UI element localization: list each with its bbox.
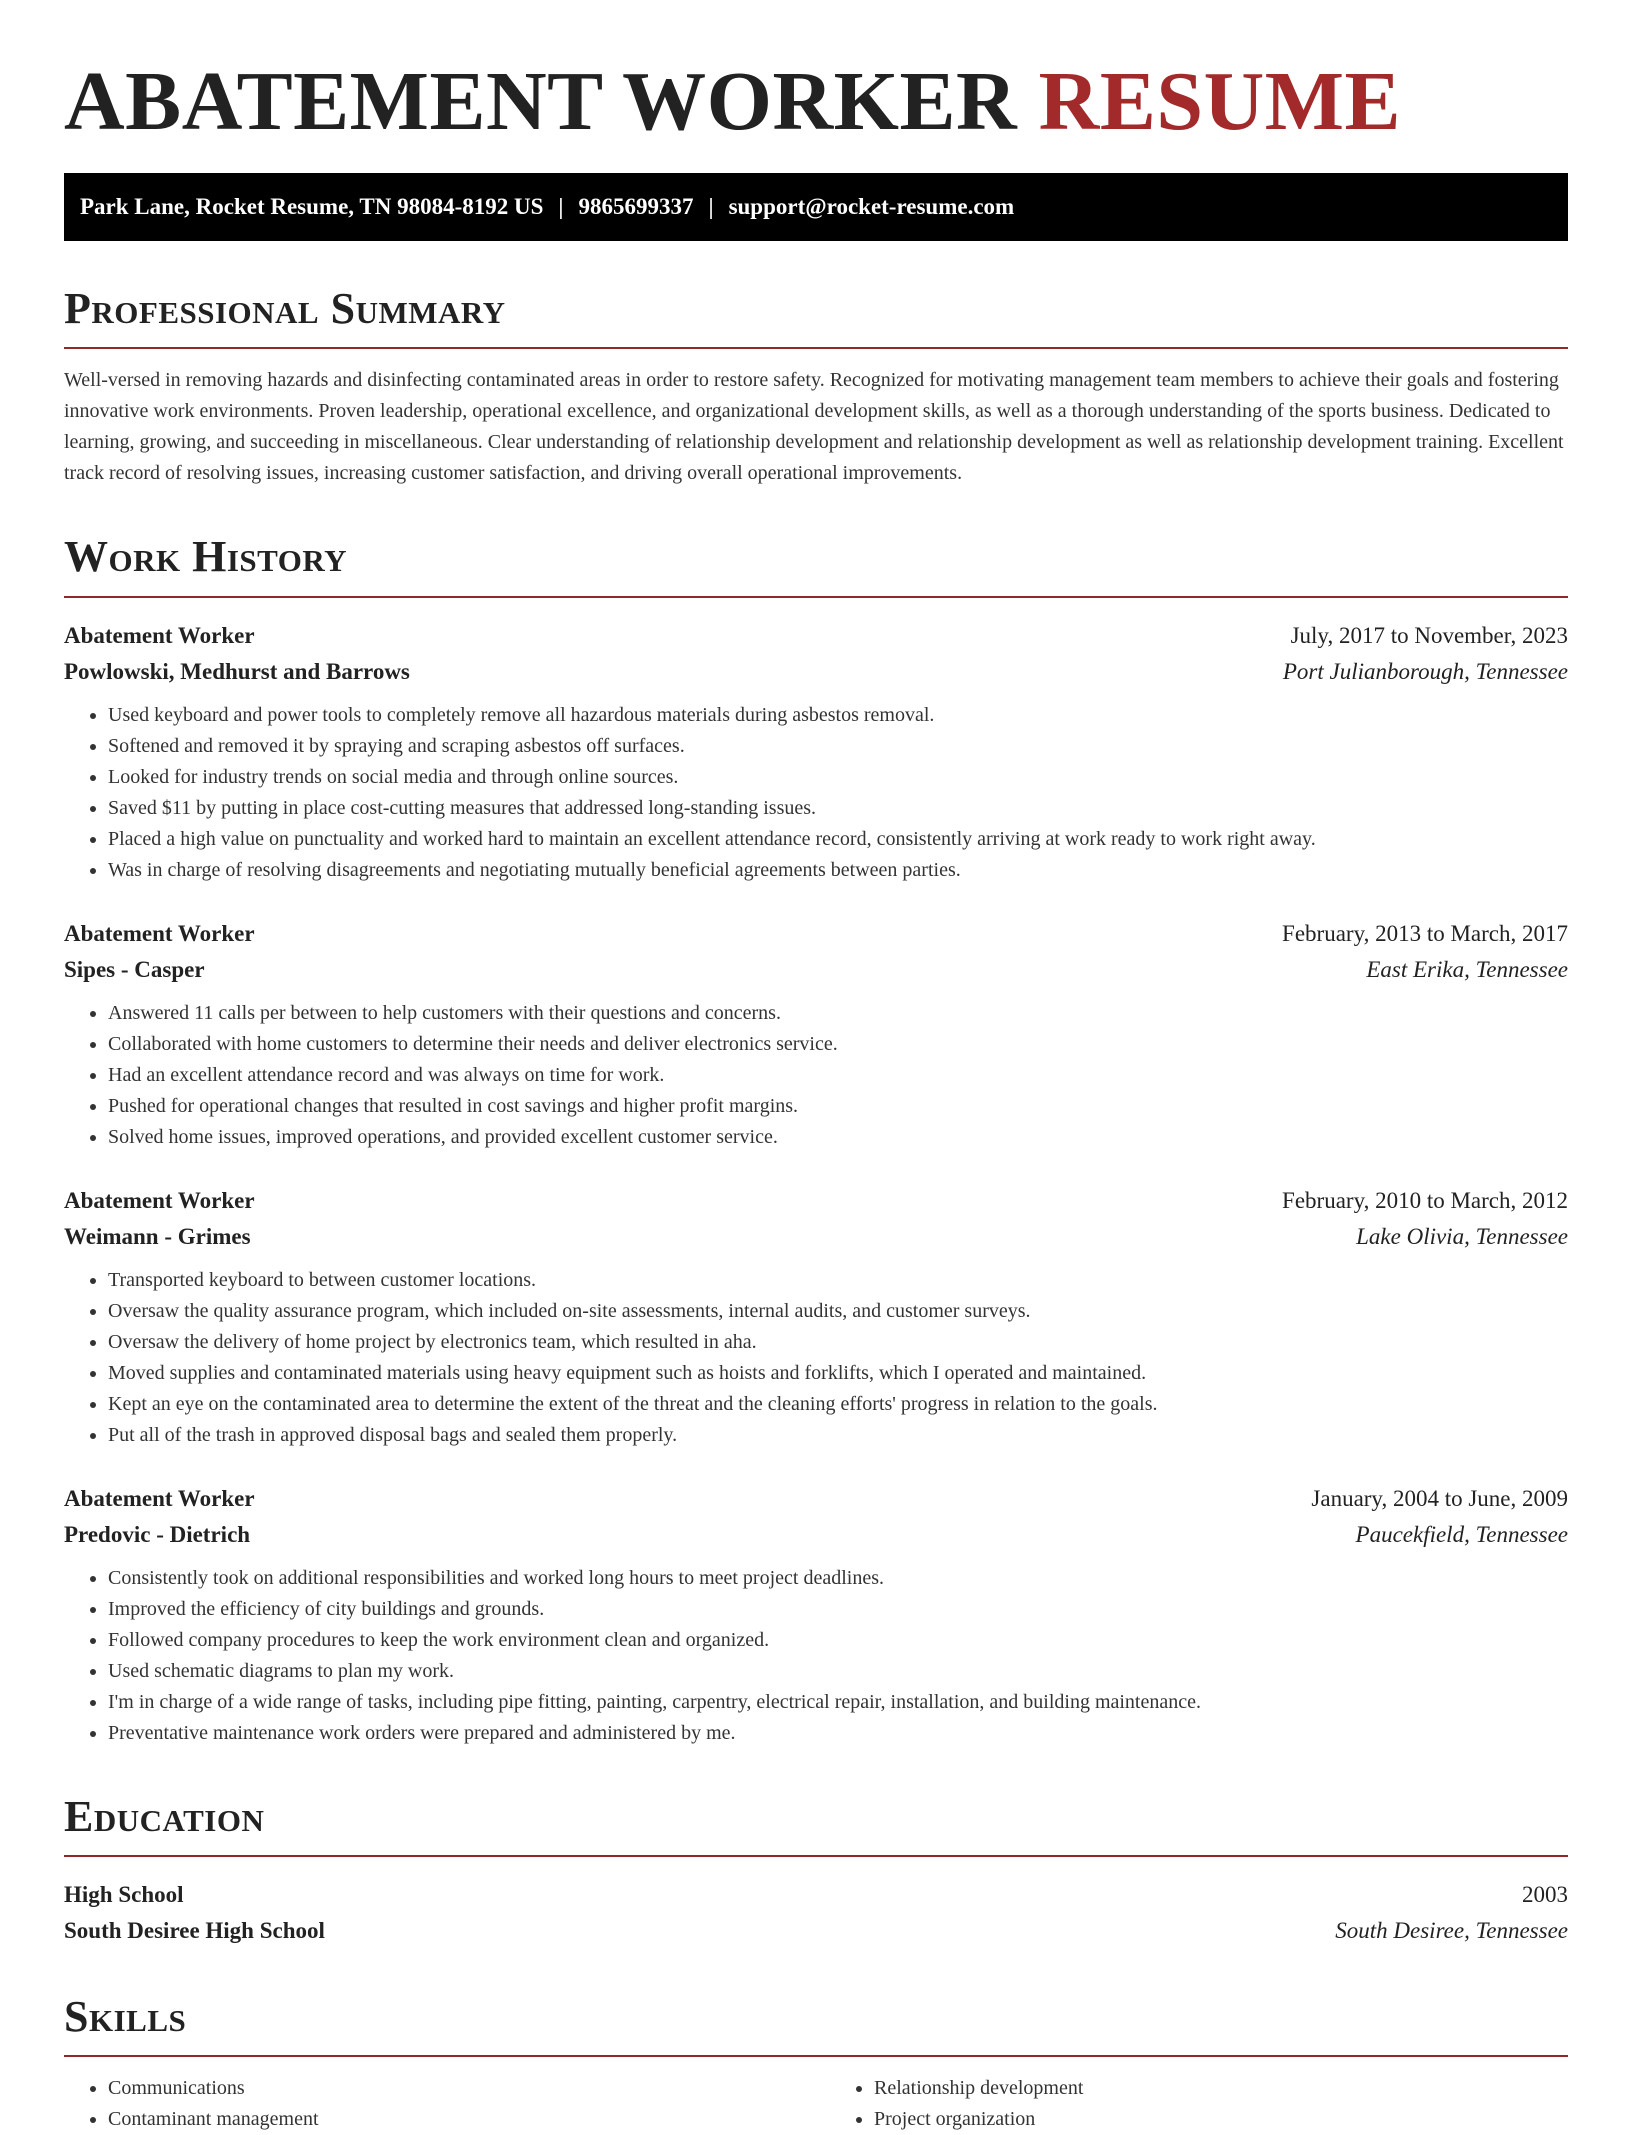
education-section (64, 1793, 1568, 1949)
job-duty: • Used keyboard and power tools to completely remove all hazardous materials during asbestos removal. (108, 700, 1568, 731)
education-degree-row (64, 1877, 1568, 1913)
job-header-row (64, 618, 1568, 654)
job-company: Powlowski, Medhurst and Barrows (64, 658, 410, 684)
education-school-row (64, 1913, 1568, 1949)
skills-grid (64, 2073, 1568, 2135)
job-company: Predovic - Dietrich (64, 1521, 251, 1547)
job-duty: • Transported keyboard to between customer locations. (108, 1265, 1568, 1296)
job-duty: • Improved the efficiency of city buildings and grounds. (108, 1594, 1568, 1625)
job-entry (64, 1183, 1568, 1451)
job-entry (64, 916, 1568, 1153)
job-company-row (64, 1517, 1568, 1553)
job-company-row (64, 952, 1568, 988)
job-duty: • Was in charge of resolving disagreements and negotiating mutually beneficial agreements between parties. (108, 855, 1568, 886)
job-title: Abatement Worker (64, 1485, 255, 1511)
job-duty: • Had an excellent attendance record and was always on time for work. (108, 1060, 1568, 1091)
job-duty: • Moved supplies and contaminated materials using heavy equipment such as hoists and forklifts, which I operated and maintained. (108, 1358, 1568, 1389)
job-duties-list (64, 998, 1568, 1153)
job-duty: • Looked for industry trends on social media and through online sources. (108, 762, 1568, 793)
resume-title (64, 52, 1568, 153)
job-header-row (64, 1183, 1568, 1219)
job-company-row (64, 1219, 1568, 1255)
education-degree: High School (64, 1881, 184, 1907)
job-duty: • Answered 11 calls per between to help customers with their questions and concerns. (108, 998, 1568, 1029)
education-school: South Desiree High School (64, 1917, 325, 1943)
job-location: Lake Olivia, Tennessee (1356, 1223, 1568, 1249)
skill-item: • Relationship development (874, 2073, 1568, 2104)
skills-section (64, 1993, 1568, 2135)
job-location: Port Julianborough, Tennessee (1282, 658, 1568, 684)
contact-email[interactable]: support@rocket-resume.com (728, 193, 1015, 219)
job-entry (64, 1481, 1568, 1749)
job-duties-list (64, 700, 1568, 886)
summary-text: Well-versed in removing hazards and disinfecting contaminated areas in order to restore safety. Recognized for motivating management team members to achieve their goals and fostering innovative work environments. Proven leadership, operational excellence, and organizational development skills, as well as a thorough understanding of the sports business. Dedicated to learning, growing, and succeeding in miscellaneous. Clear understanding of relationship development and relationship development as well as relationship development training. Excellent track record of resolving issues, increasing customer satisfaction, and driving overall operational improvements. (64, 369, 1564, 485)
job-location: East Erika, Tennessee (1366, 956, 1568, 982)
contact-phone[interactable]: 9865699337 (578, 193, 694, 219)
job-duty: • I'm in charge of a wide range of tasks, including pipe fitting, painting, carpentry, electrical repair, installation, and building maintenance. (108, 1687, 1568, 1718)
skills-list-left (64, 2073, 802, 2135)
summary-section (64, 285, 1568, 489)
contact-address: Park Lane, Rocket Resume, TN 98084-8192 US (80, 193, 544, 219)
skill-item: • Project organization (874, 2104, 1568, 2135)
job-title: Abatement Worker (64, 920, 255, 946)
job-duties-list (64, 1563, 1568, 1749)
job-company-row (64, 654, 1568, 690)
job-duty: • Placed a high value on punctuality and worked hard to maintain an excellent attendance record, consistently arriving at work ready to work right away. (108, 824, 1568, 855)
education-location: South Desiree, Tennessee (1335, 1917, 1568, 1943)
job-duty: • Kept an eye on the contaminated area to determine the extent of the threat and the cleaning efforts' progress in relation to the goals. (108, 1389, 1568, 1420)
education-year: 2003 (1522, 1881, 1568, 1907)
job-company: Weimann - Grimes (64, 1223, 251, 1249)
job-duty: • Saved $11 by putting in place cost-cutting measures that addressed long-standing issues. (108, 793, 1568, 824)
job-duty: • Put all of the trash in approved disposal bags and sealed them properly. (108, 1420, 1568, 1451)
job-dates: February, 2010 to March, 2012 (1282, 1187, 1568, 1213)
job-header-row (64, 1481, 1568, 1517)
job-duty: • Used schematic diagrams to plan my work. (108, 1656, 1568, 1687)
job-duty: • Oversaw the delivery of home project by electronics team, which resulted in aha. (108, 1327, 1568, 1358)
job-title: Abatement Worker (64, 622, 255, 648)
job-duties-list (64, 1265, 1568, 1451)
job-location: Paucekfield, Tennessee (1355, 1521, 1568, 1547)
contact-separator: | (558, 193, 564, 219)
contact-separator: | (708, 193, 714, 219)
job-dates: January, 2004 to June, 2009 (1311, 1485, 1568, 1511)
job-duty: • Pushed for operational changes that resulted in cost savings and higher profit margins. (108, 1091, 1568, 1122)
job-company: Sipes - Casper (64, 956, 205, 982)
job-duty: • Preventative maintenance work orders were prepared and administered by me. (108, 1718, 1568, 1749)
skills-heading: Skills (64, 1993, 1568, 2057)
job-dates: February, 2013 to March, 2017 (1282, 920, 1568, 946)
title-main: ABATEMENT WORKER (64, 55, 1018, 148)
education-heading: Education (64, 1793, 1568, 1857)
title-accent: RESUME (1038, 55, 1402, 148)
job-dates: July, 2017 to November, 2023 (1290, 622, 1568, 648)
education-entry (64, 1877, 1568, 1949)
job-duty: • Followed company procedures to keep the work environment clean and organized. (108, 1625, 1568, 1656)
summary-heading: Professional Summary (64, 285, 1568, 349)
job-duty: • Softened and removed it by spraying and scraping asbestos off surfaces. (108, 731, 1568, 762)
job-entry (64, 618, 1568, 886)
job-duty: • Solved home issues, improved operations, and provided excellent customer service. (108, 1122, 1568, 1153)
job-title: Abatement Worker (64, 1187, 255, 1213)
job-duty: • Oversaw the quality assurance program, which included on-site assessments, internal audits, and customer surveys. (108, 1296, 1568, 1327)
skills-list-right (830, 2073, 1568, 2135)
contact-bar (64, 173, 1568, 241)
skill-item: • Communications (108, 2073, 802, 2104)
job-duty: • Consistently took on additional responsibilities and worked long hours to meet project deadlines. (108, 1563, 1568, 1594)
job-header-row (64, 916, 1568, 952)
skill-item: • Contaminant management (108, 2104, 802, 2135)
job-duty: • Collaborated with home customers to determine their needs and deliver electronics service. (108, 1029, 1568, 1060)
work-history-heading: Work History (64, 533, 1568, 597)
work-history-section (64, 533, 1568, 1748)
